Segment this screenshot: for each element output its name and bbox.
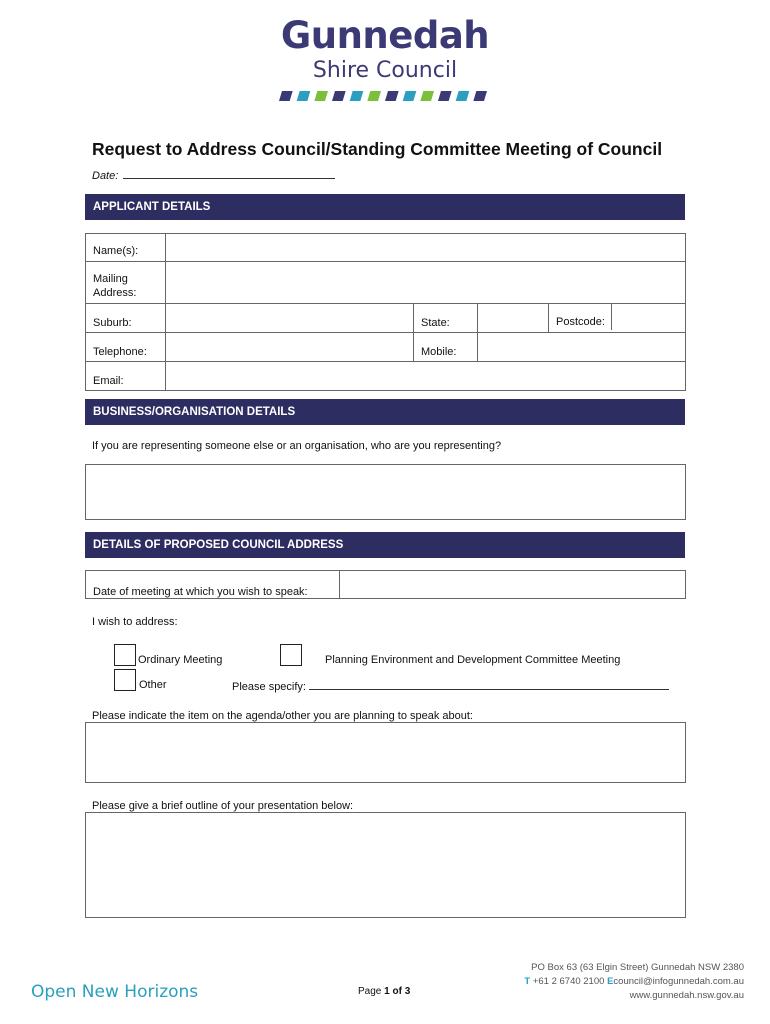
footer-slogan: Open New Horizons: [31, 982, 199, 1002]
specify-field[interactable]: [309, 679, 669, 690]
other-checkbox[interactable]: [114, 669, 136, 691]
logo-stripe: [403, 91, 417, 101]
logo-stripe: [297, 91, 311, 101]
wish-to-address-label: I wish to address:: [92, 616, 178, 628]
meeting-date-field[interactable]: [340, 571, 685, 598]
specify-label: Please specify:: [232, 681, 306, 693]
name-field[interactable]: [166, 234, 686, 262]
footer-website: www.gunnedah.nsw.gov.au: [629, 990, 744, 1001]
applicant-details-header: APPLICANT DETAILS: [85, 194, 685, 220]
email-label: Email:: [86, 362, 166, 391]
email-field[interactable]: [166, 362, 686, 391]
ordinary-meeting-checkbox[interactable]: [114, 644, 136, 666]
mailing-address-label: Mailing Address:: [86, 262, 166, 304]
agenda-item-label: Please indicate the item on the agenda/other you are planning to speak about:: [92, 710, 473, 722]
postcode-field[interactable]: [612, 304, 685, 330]
logo-stripe: [420, 91, 434, 101]
mailing-address-field[interactable]: [166, 262, 686, 304]
other-label: Other: [139, 679, 167, 691]
logo-stripes: [279, 91, 491, 101]
logo-stripe: [456, 91, 470, 101]
state-label: State:: [414, 304, 478, 333]
business-details-header: BUSINESS/ORGANISATION DETAILS: [85, 399, 685, 425]
presentation-outline-field[interactable]: [85, 812, 686, 918]
mobile-label: Mobile:: [414, 333, 478, 362]
agenda-item-field[interactable]: [85, 722, 686, 783]
footer-address: PO Box 63 (63 Elgin Street) Gunnedah NSW 2380: [531, 962, 744, 973]
logo-stripe: [332, 91, 346, 101]
applicant-details-table: [85, 233, 686, 391]
planning-committee-checkbox[interactable]: [280, 644, 302, 666]
logo-stripe: [367, 91, 381, 101]
telephone-label: Telephone:: [86, 333, 166, 362]
telephone-field[interactable]: [166, 333, 414, 362]
page-number: Page 1 of 3: [358, 986, 411, 997]
logo-stripe: [350, 91, 364, 101]
suburb-field[interactable]: [166, 304, 414, 333]
meeting-date-row: [85, 570, 686, 599]
representing-question: If you are representing someone else or an organisation, who are you representing?: [92, 440, 502, 452]
logo-stripe: [438, 91, 452, 101]
council-logo-name: Gunnedah: [280, 14, 490, 57]
logo-stripe: [473, 91, 487, 101]
mobile-field[interactable]: [478, 333, 686, 362]
name-label: Name(s):: [86, 234, 166, 262]
meeting-date-label: Date of meeting at which you wish to speak:: [93, 586, 308, 598]
logo-stripe: [279, 91, 293, 101]
specify-row: [232, 679, 669, 693]
date-row: [92, 168, 335, 182]
postcode-label: Postcode:: [549, 304, 612, 330]
footer-contact: T +61 2 6740 2100 Ecouncil@infogunnedah.com.au: [524, 976, 744, 987]
postcode-cell: [549, 304, 686, 333]
logo-stripe: [314, 91, 328, 101]
ordinary-meeting-label: Ordinary Meeting: [138, 654, 223, 666]
state-field[interactable]: [478, 304, 549, 333]
proposed-address-header: DETAILS OF PROPOSED COUNCIL ADDRESS: [85, 532, 685, 558]
logo-stripe: [385, 91, 399, 101]
council-logo-subtitle: Shire Council: [312, 58, 458, 83]
form-title: Request to Address Council/Standing Committee Meeting of Council: [92, 139, 663, 159]
representing-field[interactable]: [85, 464, 686, 520]
date-field[interactable]: [123, 168, 335, 179]
date-label: Date:: [92, 170, 119, 182]
presentation-outline-label: Please give a brief outline of your presentation below:: [92, 800, 354, 812]
suburb-label: Suburb:: [86, 304, 166, 333]
planning-committee-label: Planning Environment and Development Committee Meeting: [325, 654, 621, 666]
